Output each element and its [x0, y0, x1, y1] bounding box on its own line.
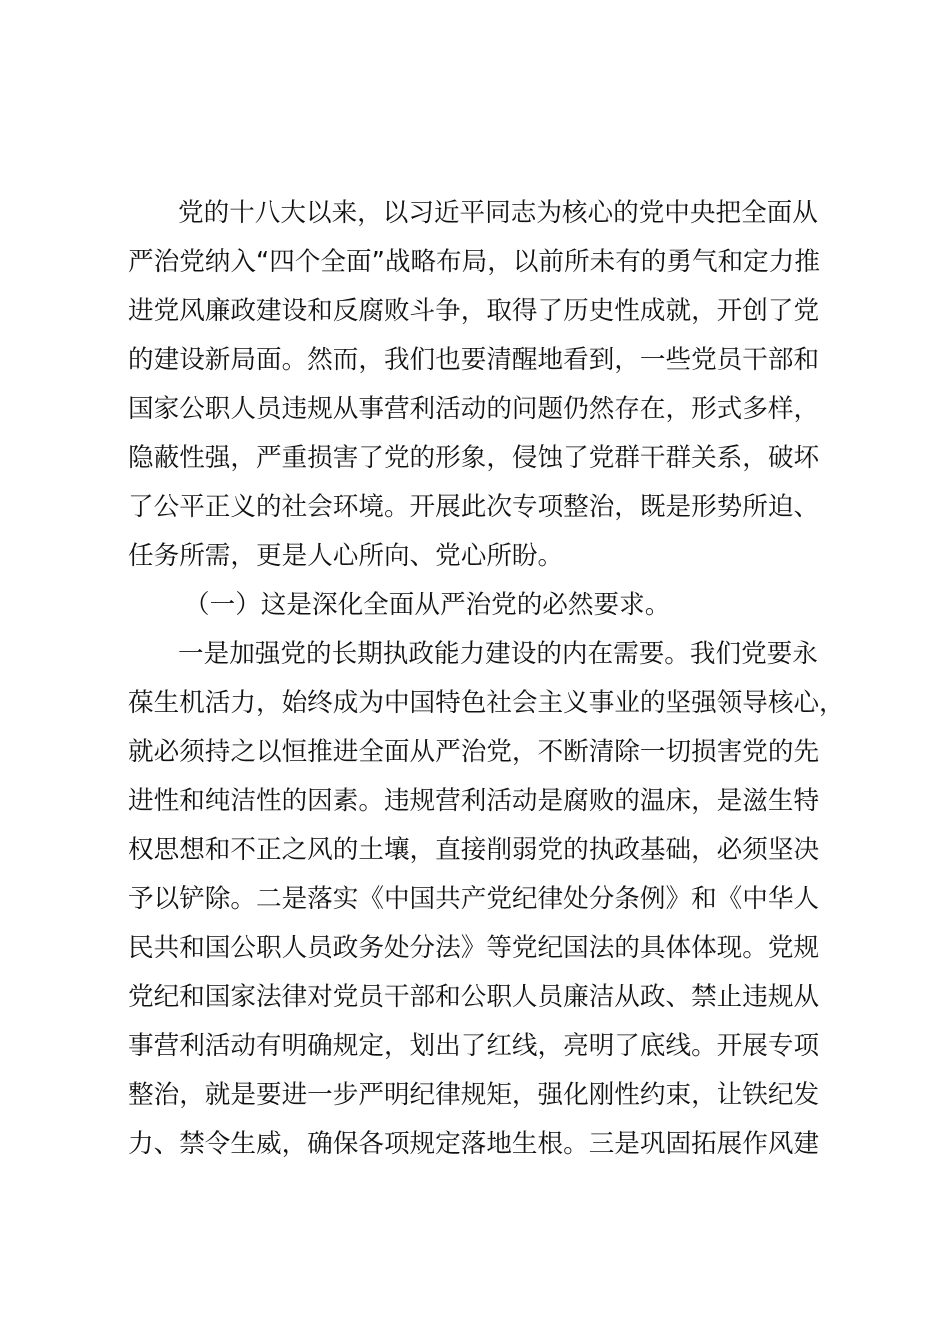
paragraph-1-line-5: 国家公职人员违规从事营利活动的问题仍然存在，形式多样， — [128, 394, 820, 424]
paragraph-1-line-6: 隐蔽性强，严重损害了党的形象，侵蚀了党群干群关系，破坏 — [128, 443, 820, 473]
paragraph-2-line-5: 权思想和不正之风的土壤，直接削弱党的执政基础，必须坚决 — [128, 835, 820, 865]
paragraph-2-line-7: 民共和国公职人员政务处分法》等党纪国法的具体体现。党规 — [128, 933, 820, 963]
paragraph-1-line-2: 严治党纳入“四个全面”战略布局，以前所未有的勇气和定力推 — [128, 247, 820, 277]
paragraph-2-line-1: 一是加强党的长期执政能力建设的内在需要。我们党要永 — [178, 639, 818, 669]
paragraph-2-line-2: 葆生机活力，始终成为中国特色社会主义事业的坚强领导核心， — [128, 688, 845, 718]
paragraph-2-line-6: 予以铲除。二是落实《中国共产党纪律处分条例》和《中华人 — [128, 884, 820, 914]
paragraph-1-line-3: 进党风廉政建设和反腐败斗争，取得了历史性成就，开创了党 — [128, 296, 820, 326]
paragraph-1-line-8: 任务所需，更是人心所向、党心所盼。 — [128, 541, 564, 571]
paragraph-2-line-3: 就必须持之以恒推进全面从严治党，不断清除一切损害党的先 — [128, 737, 820, 767]
section-heading: （一）这是深化全面从严治党的必然要求。 — [184, 590, 671, 620]
paragraph-2-line-11: 力、禁令生威，确保各项规定落地生根。三是巩固拓展作风建 — [128, 1129, 820, 1159]
paragraph-1-line-7: 了公平正义的社会环境。开展此次专项整治，既是形势所迫、 — [128, 492, 820, 522]
paragraph-2-line-8: 党纪和国家法律对党员干部和公职人员廉洁从政、禁止违规从 — [128, 982, 820, 1012]
paragraph-2-line-10: 整治，就是要进一步严明纪律规矩，强化刚性约束，让铁纪发 — [128, 1080, 820, 1110]
paragraph-1-line-1: 党的十八大以来，以习近平同志为核心的党中央把全面从 — [178, 198, 818, 228]
paragraph-2-line-4: 进性和纯洁性的因素。违规营利活动是腐败的温床，是滋生特 — [128, 786, 820, 816]
paragraph-2-line-9: 事营利活动有明确规定，划出了红线，亮明了底线。开展专项 — [128, 1031, 820, 1061]
paragraph-1-line-4: 的建设新局面。然而，我们也要清醒地看到，一些党员干部和 — [128, 345, 820, 375]
